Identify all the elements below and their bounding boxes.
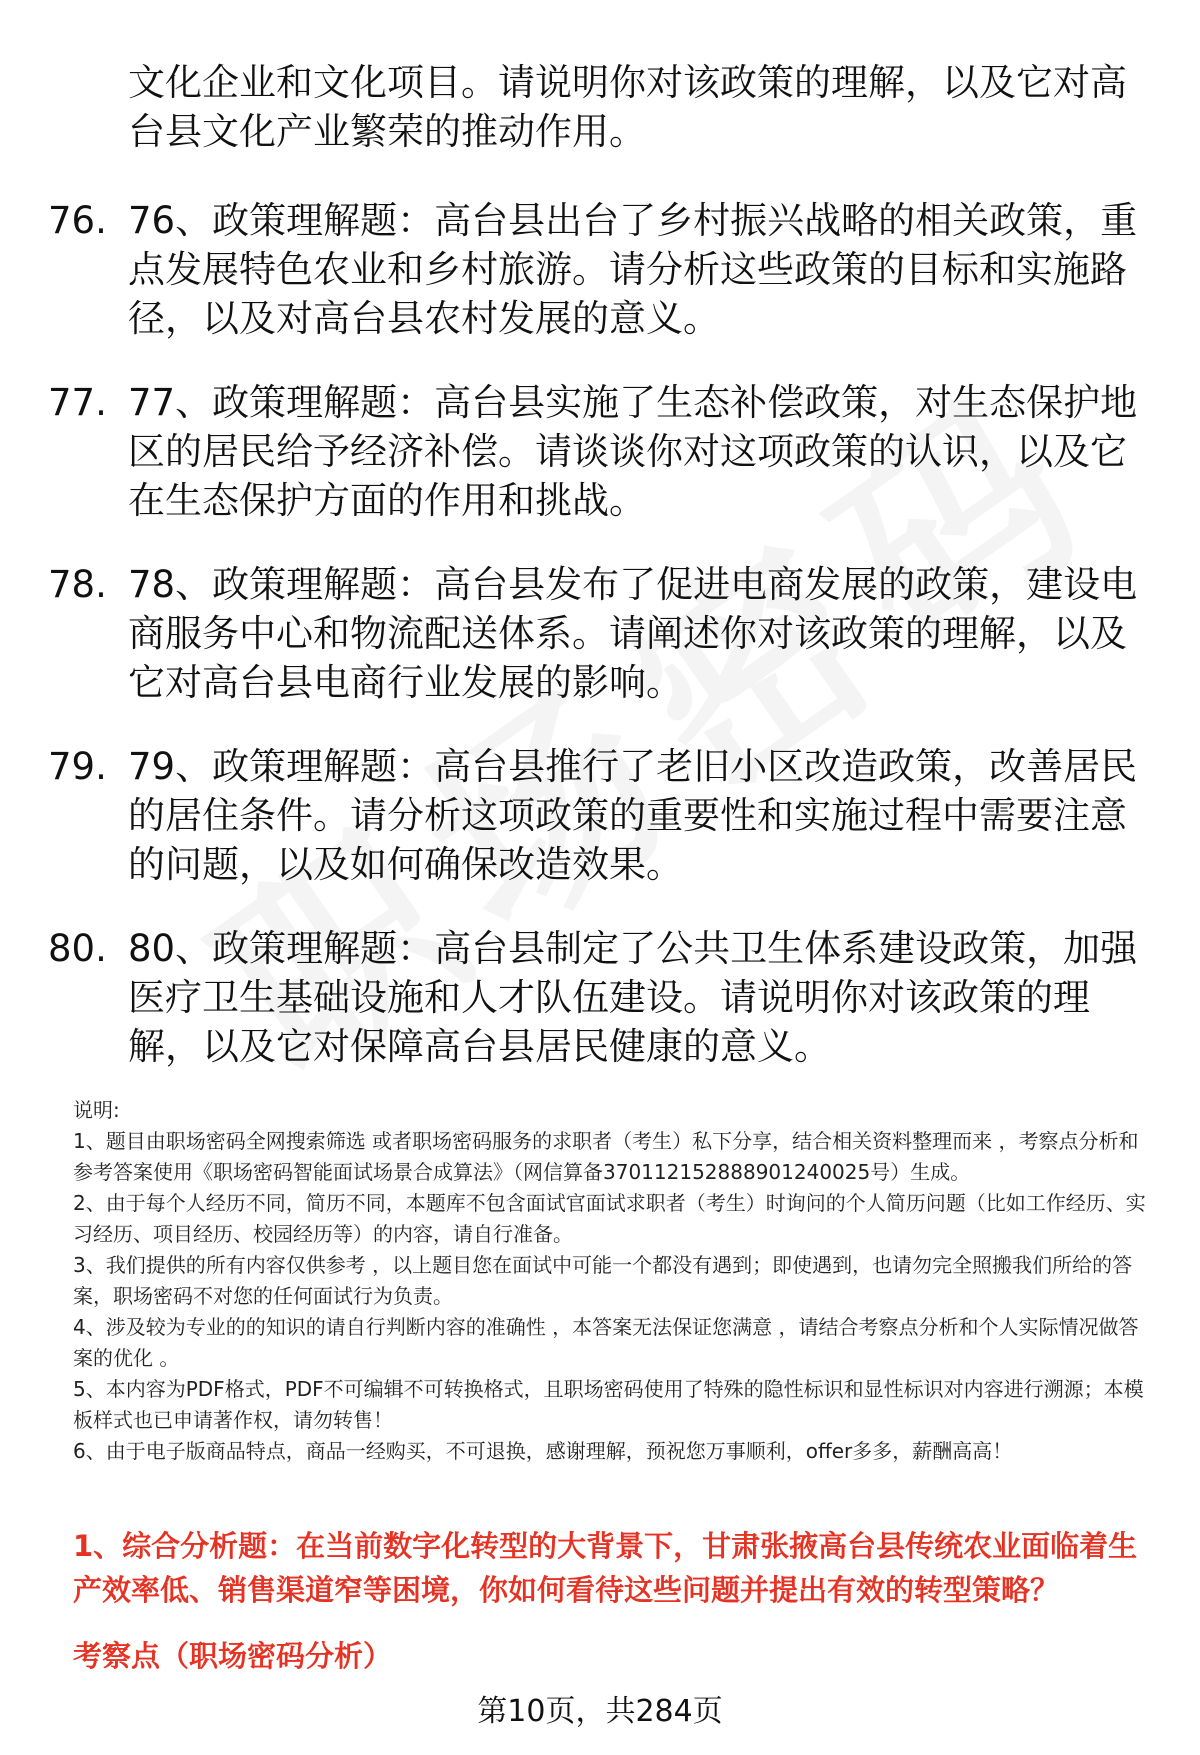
question-number: 78. <box>48 563 107 606</box>
note-item: 5、本内容为PDF格式，PDF不可编辑不可转换格式，且职场密码使用了特殊的隐性标识和显性标识对内容进行溯源；本模板样式也已申请著作权，请勿转售！ <box>73 1377 1144 1432</box>
notes-heading: 说明: <box>73 1098 120 1122</box>
question-number: 80. <box>48 927 107 970</box>
highlighted-question: 1、综合分析题：在当前数字化转型的大背景下，甘肃张掖高台县传统农业面临着生产效率低、销售渠道窄等困境，你如何看待这些问题并提出有效的转型策略？ <box>73 1529 1138 1607</box>
question-text: 76、政策理解题：高台县出台了乡村振兴战略的相关政策，重点发展特色农业和乡村旅游。请分析这些政策的目标和实施路径，以及对高台县农村发展的意义。 <box>128 199 1138 340</box>
question-item <box>48 924 1148 1071</box>
section-title: 考察点（职场密码分析） <box>73 1639 393 1673</box>
note-item: 4、涉及较为专业的的知识的请自行判断内容的准确性 ，本答案无法保证您满意 ，请结合考察点分析和个人实际情况做答案的优化 。 <box>73 1315 1139 1370</box>
question-item <box>48 742 1148 889</box>
question-number: 79. <box>48 745 107 788</box>
note-item: 2、由于每个人经历不同，简历不同，本题库不包含面试官面试求职者（考生）时询问的个人简历问题（比如工作经历、实习经历、项目经历、校园经历等）的内容，请自行准备。 <box>73 1191 1146 1246</box>
question-text: 78、政策理解题：高台县发布了促进电商发展的政策，建设电商服务中心和物流配送体系。请阐述你对该政策的理解，以及它对高台县电商行业发展的影响。 <box>128 563 1138 704</box>
note-item: 3、我们提供的所有内容仅供参考 ，以上题目您在面试中可能一个都没有遇到；即使遇到，也请勿完全照搬我们所给的答案，职场密码不对您的任何面试行为负责。 <box>73 1253 1133 1308</box>
page-number: 第10页，共284页 <box>477 1694 723 1729</box>
continuation-paragraph: 文化企业和文化项目。请说明你对该政策的理解，以及它对高台县文化产业繁荣的推动作用。 <box>128 61 1127 153</box>
note-item: 1、题目由职场密码全网搜索筛选 或者职场密码服务的求职者（考生）私下分享，结合相关资料整理而来 ，考察点分析和参考答案使用《职场密码智能面试场景合成算法》（网信算备370112152888901240025号）生成。 <box>73 1129 1139 1184</box>
question-item <box>48 378 1148 525</box>
question-text: 80、政策理解题：高台县制定了公共卫生体系建设政策，加强医疗卫生基础设施和人才队伍建设。请说明你对该政策的理解，以及它对保障高台县居民健康的意义。 <box>128 927 1138 1068</box>
question-list <box>48 196 1148 1106</box>
question-item <box>48 560 1148 707</box>
question-number: 77. <box>48 381 107 424</box>
question-text: 79、政策理解题：高台县推行了老旧小区改造政策，改善居民的居住条件。请分析这项政策的重要性和实施过程中需要注意的问题，以及如何确保改造效果。 <box>128 745 1138 886</box>
question-item <box>48 196 1148 343</box>
question-number: 76. <box>48 199 107 242</box>
notes-section <box>73 1095 1153 1467</box>
question-text: 77、政策理解题：高台县实施了生态补偿政策，对生态保护地区的居民给予经济补偿。请谈谈你对这项政策的认识，以及它在生态保护方面的作用和挑战。 <box>128 381 1138 522</box>
note-item: 6、由于电子版商品特点，商品一经购买，不可退换，感谢理解，预祝您万事顺利，offer多多，薪酬高高！ <box>73 1439 1013 1463</box>
